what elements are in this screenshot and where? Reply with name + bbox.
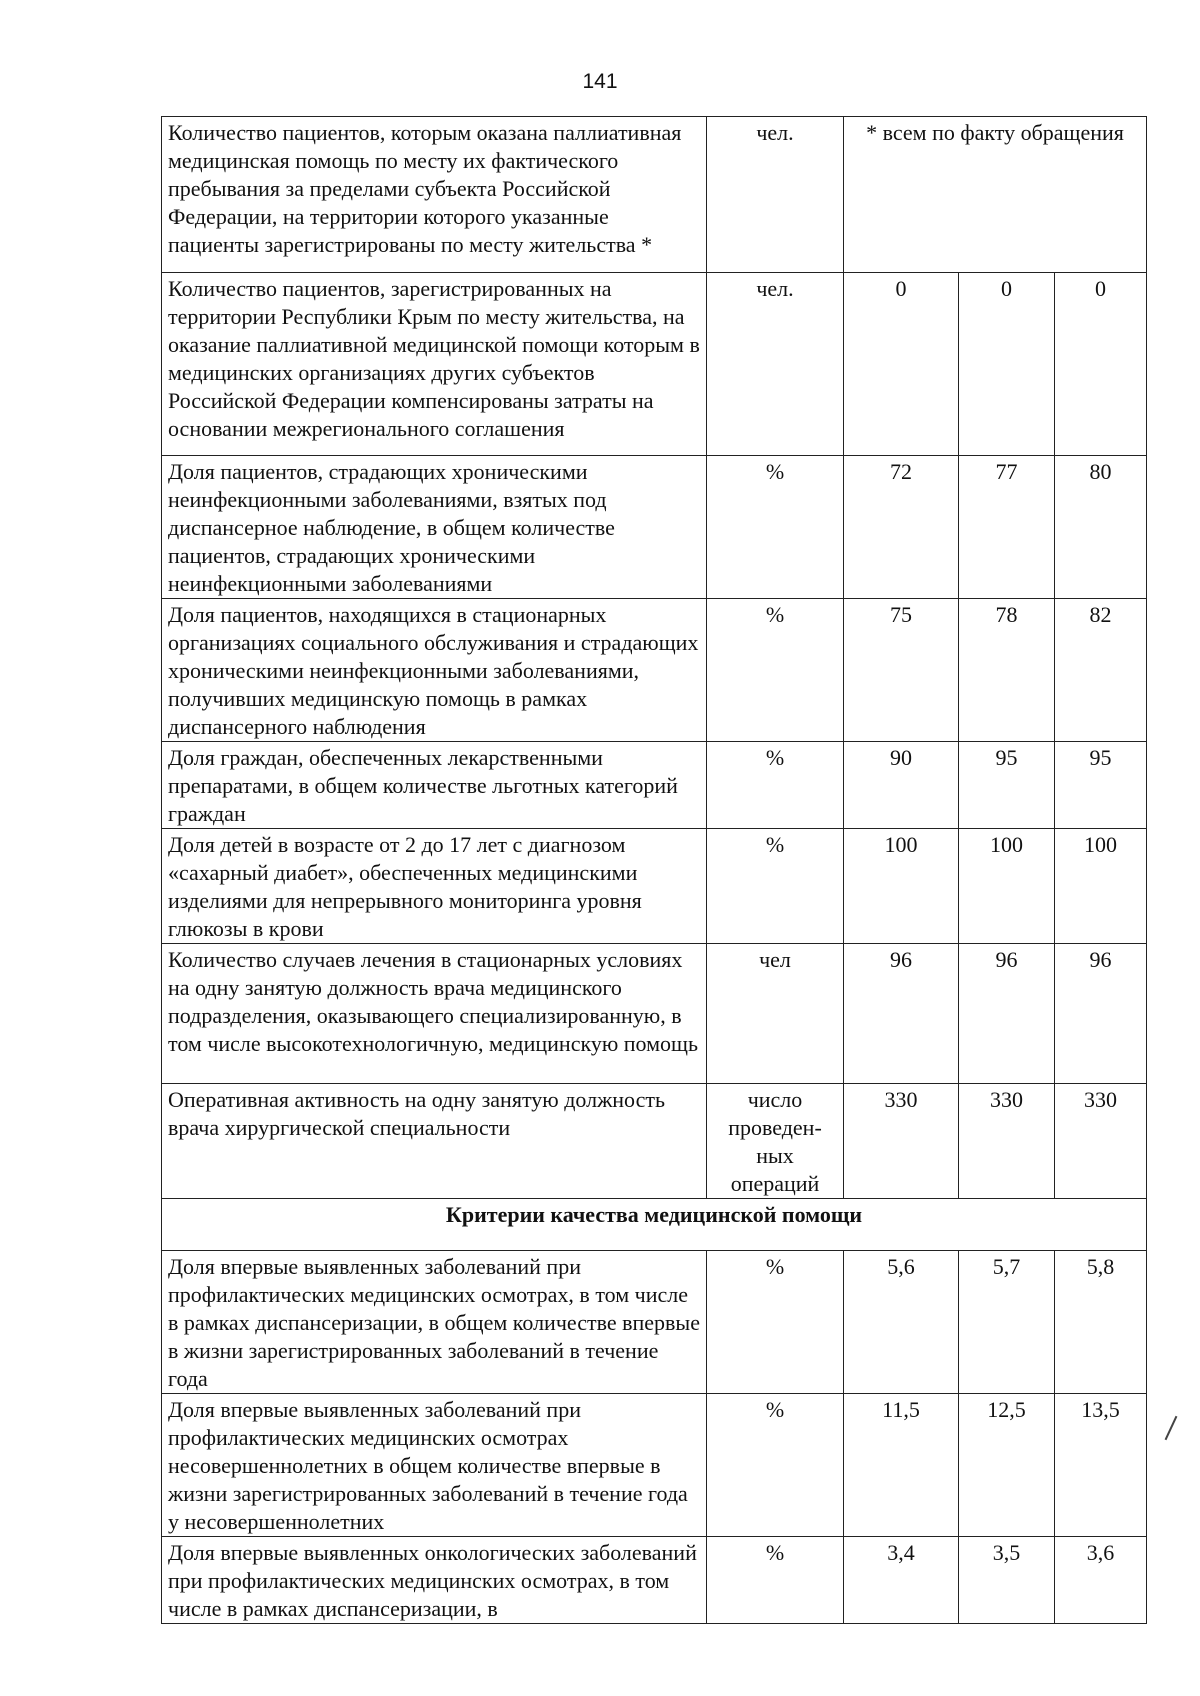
- section-title: Критерии качества медицинской помощи: [162, 1199, 1147, 1251]
- indicator-description: Количество пациентов, зарегистрированных на территории Республики Крым по месту жительства, на оказание паллиативной медицинской помощи которым в медицинских организациях других субъектов Российской Федерации компенсированы затраты на основании межрегионального соглашения: [162, 273, 707, 456]
- indicator-unit: %: [707, 1537, 844, 1624]
- indicator-value-2: 12,5: [959, 1394, 1055, 1537]
- indicator-unit: число проведен- ных операций: [707, 1084, 844, 1199]
- indicator-note: * всем по факту обращения: [844, 117, 1147, 273]
- indicator-value-2: 77: [959, 456, 1055, 599]
- indicator-value-3: 82: [1055, 599, 1147, 742]
- indicator-value-1: 96: [844, 944, 959, 1084]
- indicator-value-2: 5,7: [959, 1251, 1055, 1394]
- indicator-description: Доля впервые выявленных заболеваний при профилактических медицинских осмотрах несовершеннолетних в общем количестве впервые в жизни зарегистрированных заболеваний в течение года у несовершеннолетних: [162, 1394, 707, 1537]
- indicator-description: Доля пациентов, находящихся в стационарных организациях социального обслуживания и страдающих хроническими неинфекционными заболеваниями, получивших медицинскую помощь в рамках диспансерного наблюдения: [162, 599, 707, 742]
- indicator-value-2: 100: [959, 829, 1055, 944]
- indicator-description: Доля граждан, обеспеченных лекарственными препаратами, в общем количестве льготных категорий граждан: [162, 742, 707, 829]
- indicator-value-1: 11,5: [844, 1394, 959, 1537]
- indicator-description: Доля впервые выявленных онкологических заболеваний при профилактических медицинских осмотрах, в том числе в рамках диспансеризации, в: [162, 1537, 707, 1624]
- indicator-value-1: 3,4: [844, 1537, 959, 1624]
- table-row: [162, 1537, 1147, 1624]
- indicator-unit: %: [707, 829, 844, 944]
- indicators-table: [161, 116, 1147, 1624]
- indicator-unit: %: [707, 1251, 844, 1394]
- table-row: [162, 944, 1147, 1084]
- indicator-value-3: 95: [1055, 742, 1147, 829]
- table-row: [162, 1084, 1147, 1199]
- section-row: [162, 1199, 1147, 1251]
- indicator-value-1: 330: [844, 1084, 959, 1199]
- indicator-description: Доля пациентов, страдающих хроническими неинфекционными заболеваниями, взятых под диспансерное наблюдение, в общем количестве пациентов, страдающих хроническими неинфекционными заболеваниями: [162, 456, 707, 599]
- indicator-value-3: 3,6: [1055, 1537, 1147, 1624]
- indicator-value-3: 0: [1055, 273, 1147, 456]
- page-number: 141: [582, 70, 618, 93]
- indicator-description: Количество случаев лечения в стационарных условиях на одну занятую должность врача медицинского подразделения, оказывающего специализированную, в том числе высокотехнологичную, медицинскую помощь: [162, 944, 707, 1084]
- indicator-value-1: 75: [844, 599, 959, 742]
- table-row: [162, 1394, 1147, 1537]
- indicator-value-2: 330: [959, 1084, 1055, 1199]
- indicator-unit: чел.: [707, 273, 844, 456]
- scan-mark: [1165, 1416, 1178, 1440]
- indicator-value-3: 330: [1055, 1084, 1147, 1199]
- indicator-value-2: 0: [959, 273, 1055, 456]
- indicator-value-1: 72: [844, 456, 959, 599]
- indicator-value-2: 78: [959, 599, 1055, 742]
- indicator-value-2: 3,5: [959, 1537, 1055, 1624]
- indicator-value-2: 96: [959, 944, 1055, 1084]
- table-row: [162, 1251, 1147, 1394]
- indicator-value-3: 96: [1055, 944, 1147, 1084]
- indicator-value-2: 95: [959, 742, 1055, 829]
- indicator-value-1: 90: [844, 742, 959, 829]
- indicator-description: Оперативная активность на одну занятую должность врача хирургической специальности: [162, 1084, 707, 1199]
- indicator-value-3: 100: [1055, 829, 1147, 944]
- table-row: [162, 599, 1147, 742]
- indicator-unit: %: [707, 1394, 844, 1537]
- table-row: [162, 456, 1147, 599]
- indicator-value-1: 0: [844, 273, 959, 456]
- indicator-description: Доля впервые выявленных заболеваний при профилактических медицинских осмотрах, в том числе в рамках диспансеризации, в общем количестве впервые в жизни зарегистрированных заболеваний в течение года: [162, 1251, 707, 1394]
- indicator-description: Доля детей в возрасте от 2 до 17 лет с диагнозом «сахарный диабет», обеспеченных медицинскими изделиями для непрерывного мониторинга уровня глюкозы в крови: [162, 829, 707, 944]
- indicator-value-1: 5,6: [844, 1251, 959, 1394]
- indicator-unit: %: [707, 742, 844, 829]
- indicator-value-3: 13,5: [1055, 1394, 1147, 1537]
- table-row: [162, 117, 1147, 273]
- table-row: [162, 273, 1147, 456]
- indicator-value-3: 80: [1055, 456, 1147, 599]
- indicator-unit: чел: [707, 944, 844, 1084]
- indicator-description: Количество пациентов, которым оказана паллиативная медицинская помощь по месту их фактического пребывания за пределами субъекта Российской Федерации, на территории которого указанные пациенты зарегистрированы по месту жительства *: [162, 117, 707, 273]
- indicator-unit: %: [707, 599, 844, 742]
- indicator-unit: %: [707, 456, 844, 599]
- indicator-unit: чел.: [707, 117, 844, 273]
- table-row: [162, 829, 1147, 944]
- table-row: [162, 742, 1147, 829]
- indicator-value-3: 5,8: [1055, 1251, 1147, 1394]
- indicator-value-1: 100: [844, 829, 959, 944]
